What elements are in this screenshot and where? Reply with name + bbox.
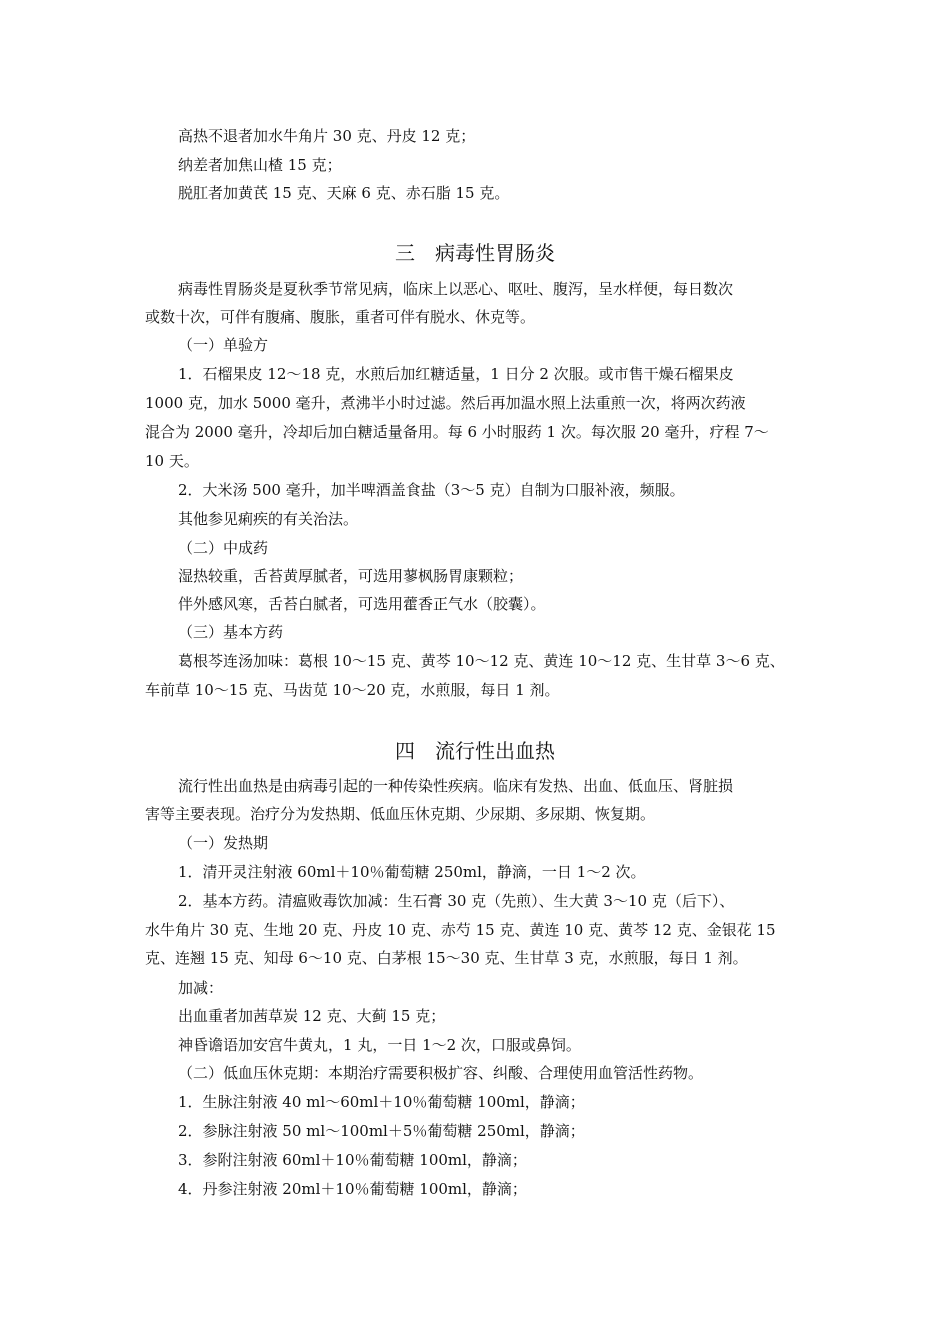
text-line: 害等主要表现。治疗分为发热期、低血压休克期、少尿期、多尿期、恢复期。 bbox=[145, 805, 656, 823]
text-line: 10 天。 bbox=[145, 452, 199, 470]
text-line: 加减： bbox=[178, 979, 224, 997]
text-line: 水牛角片 30 克、生地 20 克、丹皮 10 克、赤芍 15 克、黄连 10 克、黄芩 12 克、金银花 15 bbox=[145, 921, 776, 939]
subheading: （三）基本方药 bbox=[178, 623, 284, 641]
section-heading: 三 病毒性胃肠炎 bbox=[395, 241, 555, 265]
text-line: 其他参见痢疾的有关治法。 bbox=[178, 510, 359, 528]
text-line: 脱肛者加黄芪 15 克、天麻 6 克、赤石脂 15 克。 bbox=[178, 184, 510, 202]
text-line: 1．石榴果皮 12～18 克，水煎后加红糖适量，1 日分 2 次服。或市售干燥石榴果皮 bbox=[178, 365, 734, 383]
text-line: 2．基本方药。清瘟败毒饮加减：生石膏 30 克（先煎）、生大黄 3～10 克（后下）、 bbox=[178, 892, 735, 910]
text-line: 出血重者加茜草炭 12 克、大蓟 15 克； bbox=[178, 1007, 446, 1025]
text-line: 3．参附注射液 60ml＋10％葡萄糖 100ml，静滴； bbox=[178, 1151, 527, 1169]
text-line: 病毒性胃肠炎是夏秋季节常见病，临床上以恶心、呕吐、腹泻，呈水样便，每日数次 bbox=[178, 280, 734, 298]
text-line: 葛根芩连汤加味：葛根 10～15 克、黄芩 10～12 克、黄连 10～12 克、生甘草 3～6 克、 bbox=[178, 652, 785, 670]
text-line: 1000 克，加水 5000 毫升，煮沸半小时过滤。然后再加温水照上法重煎一次，将两次药液 bbox=[145, 394, 746, 412]
subheading: （二）低血压休克期：本期治疗需要积极扩容、纠酸、合理使用血管活性药物。 bbox=[178, 1064, 704, 1082]
text-line: 湿热较重，舌苔黄厚腻者，可选用蓼枫肠胃康颗粒； bbox=[178, 567, 524, 585]
subheading: （二）中成药 bbox=[178, 539, 269, 557]
text-line: 高热不退者加水牛角片 30 克、丹皮 12 克； bbox=[178, 127, 476, 145]
text-line: 伴外感风寒，舌苔白腻者，可选用藿香正气水（胶囊）。 bbox=[178, 595, 546, 613]
text-line: 流行性出血热是由病毒引起的一种传染性疾病。临床有发热、出血、低血压、肾脏损 bbox=[178, 777, 734, 795]
section-heading: 四 流行性出血热 bbox=[395, 739, 555, 763]
text-line: 纳差者加焦山楂 15 克； bbox=[178, 156, 342, 174]
text-line: 2．大米汤 500 毫升，加半啤酒盖食盐（3～5 克）自制为口服补液，频服。 bbox=[178, 481, 685, 499]
text-line: 克、连翘 15 克、知母 6～10 克、白茅根 15～30 克、生甘草 3 克，水煎服，每日 1 剂。 bbox=[145, 949, 748, 967]
text-line: 神昏谵语加安宫牛黄丸，1 丸，一日 1～2 次，口服或鼻饲。 bbox=[178, 1036, 581, 1054]
text-line: 2．参脉注射液 50 ml～100ml＋5％葡萄糖 250ml，静滴； bbox=[178, 1122, 585, 1140]
text-line: 1．清开灵注射液 60ml＋10％葡萄糖 250ml，静滴，一日 1～2 次。 bbox=[178, 863, 646, 881]
text-line: 车前草 10～15 克、马齿苋 10～20 克，水煎服，每日 1 剂。 bbox=[145, 681, 560, 699]
text-line: 混合为 2000 毫升，冷却后加白糖适量备用。每 6 小时服药 1 次。每次服 20 毫升，疗程 7～ bbox=[145, 423, 769, 441]
text-line: 4．丹参注射液 20ml＋10％葡萄糖 100ml，静滴； bbox=[178, 1180, 527, 1198]
subheading: （一）发热期 bbox=[178, 834, 269, 852]
text-line: 1．生脉注射液 40 ml～60ml＋10％葡萄糖 100ml，静滴； bbox=[178, 1093, 585, 1111]
text-line: 或数十次，可伴有腹痛、腹胀，重者可伴有脱水、休克等。 bbox=[145, 308, 536, 326]
subheading: （一）单验方 bbox=[178, 336, 269, 354]
